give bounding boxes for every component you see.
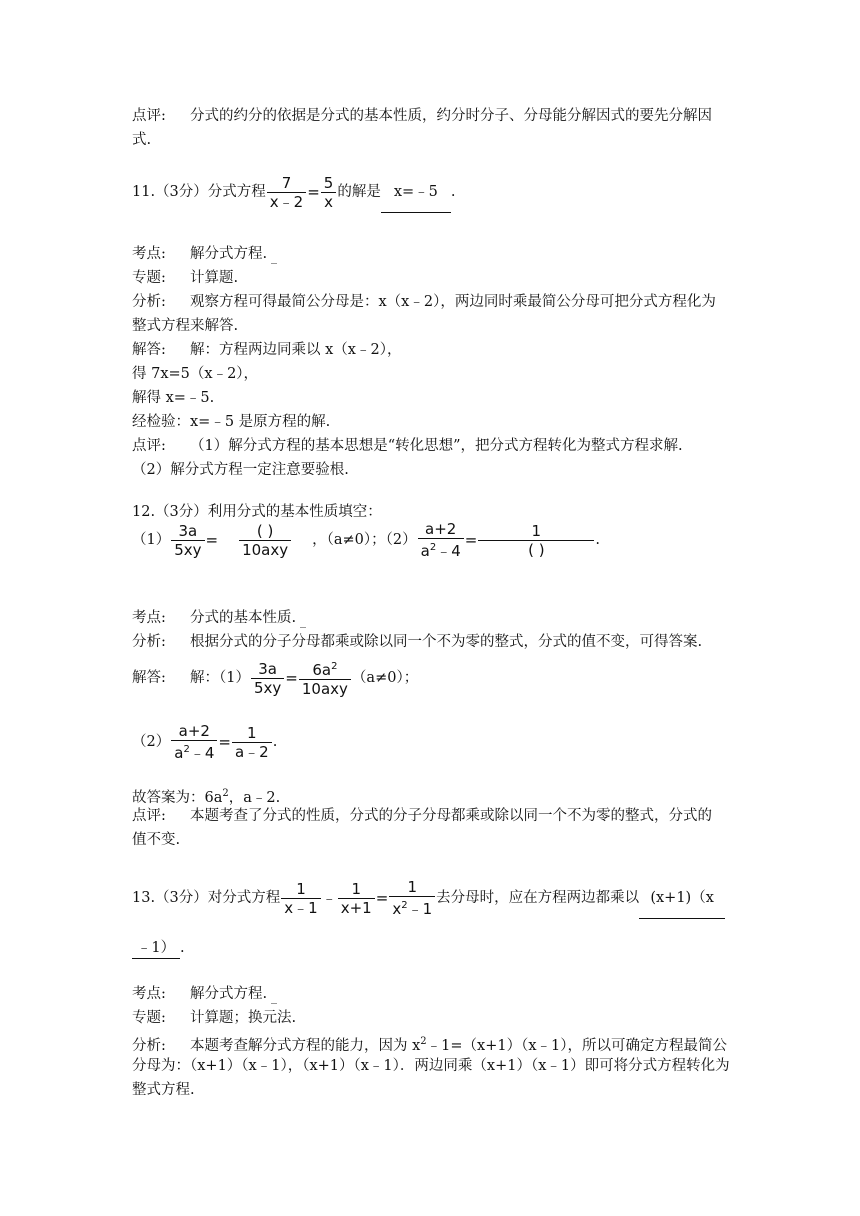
q11-dianping-2 <box>132 460 349 480</box>
numerator: a+2 <box>178 722 210 740</box>
q11-stem <box>132 172 455 212</box>
exponent: 2 <box>183 744 190 755</box>
fraction <box>171 522 204 559</box>
condition-text: （a≠0）； <box>351 670 419 686</box>
question-text: 的解是 <box>337 184 381 200</box>
fraction <box>299 658 351 698</box>
equals-sign: = <box>218 733 231 751</box>
q13-fenxi-3 <box>132 1080 195 1100</box>
question-text: 去分母时，应在方程两边都乘以 <box>436 890 640 906</box>
analysis-label: 分析: <box>132 1037 166 1054</box>
fraction <box>267 174 306 211</box>
den-base: a <box>174 744 184 762</box>
q11-kaodian <box>132 244 277 264</box>
topic-label: 考点: <box>132 246 166 262</box>
question-end: . <box>595 532 600 548</box>
q11-zhuanti <box>132 268 238 288</box>
comment-text: （2）解分式方程一定注意要验根. <box>132 462 349 478</box>
subject-label: 专题: <box>132 1010 166 1026</box>
denominator: x <box>321 192 336 211</box>
q13-stem <box>132 878 725 922</box>
exponent: 2 <box>401 900 408 911</box>
q12-dianping-1 <box>132 806 712 826</box>
solution-text: 经检验：x=﹣5 是原方程的解. <box>132 414 331 430</box>
fraction <box>219 522 311 559</box>
fraction <box>338 880 375 917</box>
num-base: 6a <box>312 661 332 679</box>
solution-label: 解答: <box>132 670 166 686</box>
numerator: 1 <box>531 521 542 540</box>
solution-text: 解得 x=﹣5. <box>132 390 215 406</box>
topic-text: 解分式方程. <box>190 986 268 1002</box>
comment-label: 点评: <box>132 108 166 124</box>
blank-numerator: ( ) <box>256 521 274 540</box>
solution-text: 得 7x=5（x﹣2）， <box>132 366 259 382</box>
q12-answer <box>132 784 280 808</box>
solution-text: 解：（1） <box>190 670 250 686</box>
numerator: 1 <box>296 879 306 898</box>
comment-text: 本题考查了分式的性质，分式的分子分母都乘或除以同一个不为零的整式，分式的 <box>190 808 712 824</box>
q13-kaodian <box>132 984 277 1004</box>
denominator <box>418 538 464 560</box>
denominator: a﹣2 <box>232 742 272 761</box>
numerator: 3a <box>258 659 278 678</box>
fraction <box>251 660 284 697</box>
answer-text: 故答案为：6a <box>132 789 223 806</box>
fraction <box>281 880 320 917</box>
q11-jieda-1 <box>132 340 401 360</box>
q13-stem-2 <box>132 938 185 959</box>
denominator: x﹣2 <box>267 192 306 211</box>
comment-text: 值不变. <box>132 832 181 848</box>
comment-label: 点评: <box>132 438 166 454</box>
question-prefix: 11.（3分）分式方程 <box>132 184 266 200</box>
comment-text: 分式的约分的依据是分式的基本性质，约分时分子、分母能分解因式的要先分解因 <box>190 108 712 124</box>
den-rest: ﹣1 <box>407 900 433 918</box>
blank-denominator: ( ) <box>478 540 594 559</box>
equals-sign: = <box>205 531 219 549</box>
numerator: 5 <box>323 173 334 192</box>
q13-fenxi-2 <box>132 1056 730 1076</box>
analysis-text: 根据分式的分子分母都乘或除以同一个不为零的整式，分式的值不变，可得答案. <box>190 634 703 650</box>
solution-text: 解：方程两边同乘以 x（x﹣2）， <box>190 342 402 358</box>
q12-fenxi <box>132 632 702 652</box>
analysis-label: 分析: <box>132 634 166 650</box>
subject-text: 计算题；换元法. <box>190 1010 297 1026</box>
q10-comment-line-1 <box>132 106 712 126</box>
question-end: . <box>272 734 278 750</box>
fraction <box>232 724 272 761</box>
topic-text: 解分式方程. <box>190 246 268 262</box>
analysis-text: 整式方程来解答. <box>132 318 239 334</box>
equals-sign: = <box>285 669 298 687</box>
fraction <box>171 722 217 762</box>
den-base: a <box>420 542 430 560</box>
q12-jieda-1 <box>132 658 418 702</box>
edit-mark-icon <box>300 627 306 628</box>
exponent: 2 <box>420 1036 427 1047</box>
question-end: . <box>450 184 456 200</box>
denominator: x+1 <box>338 898 375 917</box>
topic-label: 考点: <box>132 986 166 1002</box>
subject-text: 计算题. <box>190 270 239 286</box>
q11-fenxi-2 <box>132 316 238 336</box>
q10-comment-line-2 <box>132 130 151 150</box>
numerator: 1 <box>351 879 361 898</box>
numerator: 1 <box>247 723 257 742</box>
den-base: x <box>392 900 402 918</box>
answer-blank: x=﹣5 <box>381 172 451 213</box>
question-end: . <box>180 940 185 956</box>
numerator: 1 <box>407 878 417 896</box>
answer-blank: (x+1)（x <box>639 878 725 919</box>
den-rest: ﹣4 <box>436 542 461 560</box>
edit-mark-icon <box>271 1003 277 1004</box>
q11-dianping-1 <box>132 436 683 456</box>
topic-text: 分式的基本性质. <box>190 610 297 626</box>
question-text: 12.（3分）利用分式的基本性质填空： <box>132 504 382 520</box>
q13-fenxi-1 <box>132 1032 727 1056</box>
q12-dianping-2 <box>132 830 180 850</box>
analysis-text: 本题考查解分式方程的能力，因为 x <box>190 1037 421 1054</box>
q12-blanks <box>132 520 600 564</box>
q12-stem <box>132 502 382 522</box>
analysis-text: 整式方程. <box>132 1082 195 1098</box>
part-label: （2） <box>132 734 171 750</box>
edit-mark-icon <box>271 263 277 264</box>
equals-sign: = <box>307 183 320 201</box>
numerator: 3a <box>178 521 198 540</box>
denominator: 5xy <box>251 678 284 697</box>
fraction <box>389 878 435 918</box>
part-label: （1） <box>132 532 171 548</box>
numerator: a+2 <box>425 520 457 538</box>
answer-blank: ﹣1） <box>132 938 180 959</box>
topic-label: 考点: <box>132 610 166 626</box>
exponent: 2 <box>331 661 338 672</box>
denominator: x﹣1 <box>281 898 320 917</box>
comment-text: 式. <box>132 132 152 148</box>
solution-label: 解答: <box>132 342 166 358</box>
denominator: 10axy <box>299 679 351 698</box>
denominator: 10axy <box>239 540 291 559</box>
q11-jieda-3 <box>132 388 214 408</box>
comment-label: 点评: <box>132 808 166 824</box>
fraction <box>321 174 337 211</box>
q11-jieda-4 <box>132 412 330 432</box>
denominator <box>171 740 217 762</box>
fraction <box>478 522 594 559</box>
condition-text: ，（a≠0）；（2） <box>312 532 417 548</box>
analysis-text: 分母为：（x+1）（x﹣1），（x+1）（x﹣1）．两边同乘（x+1）（x﹣1）即可将分式方程转化为 <box>132 1058 730 1074</box>
numerator <box>309 658 340 679</box>
exponent: 2 <box>222 788 229 799</box>
denominator <box>389 896 435 918</box>
analysis-text: ﹣1=（x+1）（x﹣1），所以可确定方程最简公 <box>426 1037 728 1054</box>
denominator: 5xy <box>171 540 204 559</box>
q12-jieda-2 <box>132 722 277 766</box>
analysis-label: 分析: <box>132 294 166 310</box>
q11-fenxi-1 <box>132 292 716 312</box>
equals-sign: = <box>375 889 389 907</box>
exponent: 2 <box>429 542 437 553</box>
analysis-text: 观察方程可得最简公分母是：x（x﹣2），两边同时乘最简公分母可把分式方程化为 <box>190 294 716 310</box>
answer-text: ，a﹣2. <box>228 789 281 806</box>
fraction <box>418 520 464 560</box>
equals-sign: = <box>464 531 478 549</box>
minus-sign: ﹣ <box>321 889 337 907</box>
q13-zhuanti <box>132 1008 296 1028</box>
q11-jieda-2 <box>132 364 258 384</box>
subject-label: 专题: <box>132 270 166 286</box>
numerator: 7 <box>281 173 292 192</box>
q12-kaodian <box>132 608 306 628</box>
question-prefix: 13.（3分）对分式方程 <box>132 890 281 906</box>
comment-text: （1）解分式方程的基本思想是“转化思想”，把分式方程转化为整式方程求解. <box>190 438 683 454</box>
den-rest: ﹣4 <box>189 744 215 762</box>
